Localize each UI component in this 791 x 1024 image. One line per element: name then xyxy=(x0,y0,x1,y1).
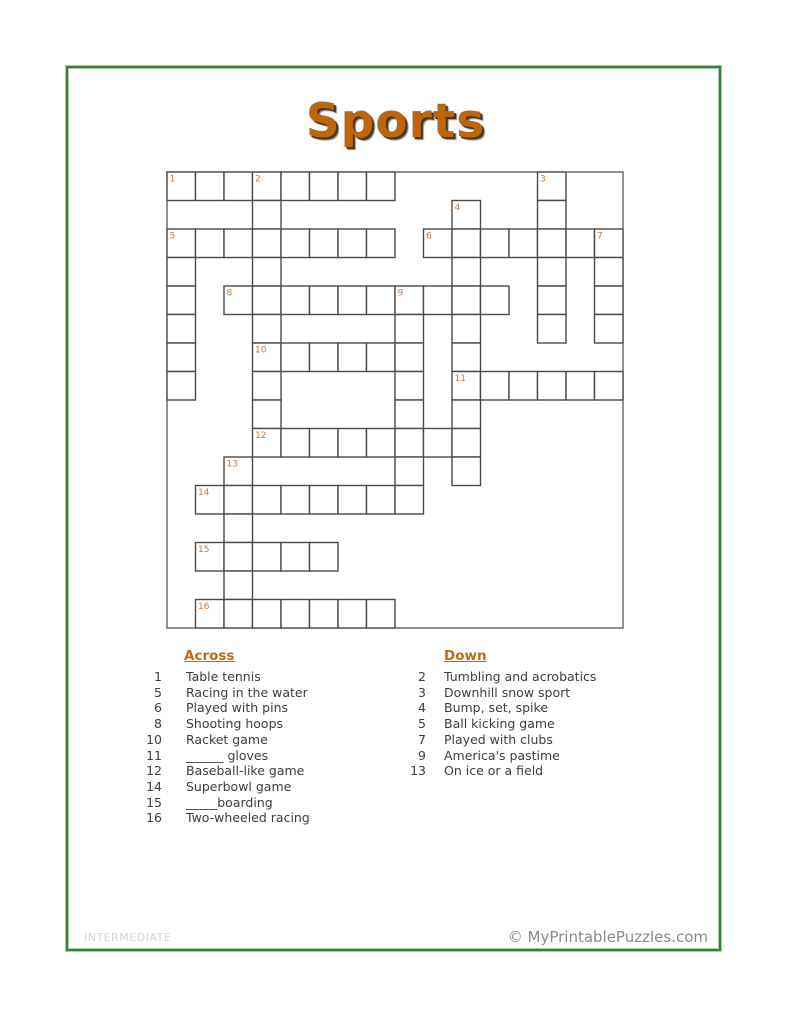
grid-cell[interactable] xyxy=(367,286,396,315)
grid-cell[interactable] xyxy=(338,229,367,258)
grid-cell-number: 7 xyxy=(597,231,603,242)
grid-cell[interactable] xyxy=(481,372,510,401)
grid-cell[interactable] xyxy=(167,372,196,401)
grid-cell[interactable] xyxy=(395,457,424,486)
grid-cell[interactable] xyxy=(253,600,282,629)
grid-cell[interactable] xyxy=(424,286,453,315)
clue-row xyxy=(404,669,596,685)
grid-cell[interactable] xyxy=(310,429,339,458)
grid-cell[interactable] xyxy=(395,343,424,372)
grid-cell[interactable] xyxy=(367,429,396,458)
grid-cell[interactable] xyxy=(481,229,510,258)
grid-cell[interactable] xyxy=(481,286,510,315)
grid-cell[interactable] xyxy=(395,315,424,344)
clue-row xyxy=(140,700,310,716)
difficulty-label: INTERMEDIATE xyxy=(84,931,172,944)
grid-cell[interactable] xyxy=(224,600,253,629)
grid-cell[interactable] xyxy=(281,486,310,515)
clue-text: America's pastime xyxy=(444,747,560,763)
grid-cell[interactable] xyxy=(281,286,310,315)
grid-cell[interactable] xyxy=(395,400,424,429)
grid-cell[interactable] xyxy=(253,400,282,429)
clue-text: Racing in the water xyxy=(186,684,308,700)
clue-number: 4 xyxy=(418,700,426,716)
clue-text: _____boarding xyxy=(186,794,273,810)
clue-number: 2 xyxy=(418,669,426,684)
grid-cell[interactable] xyxy=(281,172,310,201)
grid-cell[interactable] xyxy=(310,343,339,372)
grid-cell[interactable] xyxy=(338,172,367,201)
grid-cell[interactable] xyxy=(253,486,282,515)
across-clues-section xyxy=(140,648,310,826)
clue-number: 14 xyxy=(146,778,162,794)
grid-cell-number: 6 xyxy=(426,231,432,242)
clue-row xyxy=(140,810,310,826)
grid-cell[interactable] xyxy=(595,258,624,287)
clue-text: Baseball-like game xyxy=(186,763,305,779)
grid-cell[interactable] xyxy=(538,286,567,315)
clue-number: 11 xyxy=(146,747,162,763)
clue-number: 3 xyxy=(418,684,426,700)
clue-number: 9 xyxy=(418,747,426,763)
clue-text: ______ gloves xyxy=(186,747,269,763)
grid-cell[interactable] xyxy=(367,229,396,258)
grid-cell[interactable] xyxy=(367,600,396,629)
grid-cell-number: 14 xyxy=(198,488,210,498)
clue-row xyxy=(140,685,310,701)
grid-cell[interactable] xyxy=(424,429,453,458)
clue-row xyxy=(140,748,310,764)
grid-cell[interactable] xyxy=(538,258,567,287)
clue-number: 7 xyxy=(418,731,426,747)
grid-cell[interactable] xyxy=(452,286,481,315)
grid-cell[interactable] xyxy=(224,571,253,600)
clue-text: Bump, set, spike xyxy=(444,700,549,716)
grid-cell[interactable] xyxy=(595,372,624,401)
clue-text: Downhill snow sport xyxy=(444,684,571,700)
across-clue-list xyxy=(140,669,310,826)
grid-cell[interactable] xyxy=(253,201,282,230)
grid-cell[interactable] xyxy=(395,429,424,458)
clue-text: Ball kicking game xyxy=(444,716,555,732)
clue-text: Table tennis xyxy=(186,669,261,684)
grid-cell[interactable] xyxy=(452,343,481,372)
clue-text: Played with clubs xyxy=(444,731,553,747)
grid-cell-number: 15 xyxy=(198,545,210,555)
grid-cell[interactable] xyxy=(224,486,253,515)
grid-cell[interactable] xyxy=(310,286,339,315)
grid-cell[interactable] xyxy=(224,229,253,258)
clue-number: 5 xyxy=(154,684,162,700)
clue-text: Racket game xyxy=(186,731,268,747)
grid-cell-number: 1 xyxy=(169,174,176,185)
grid-cell[interactable] xyxy=(452,315,481,344)
grid-cell[interactable] xyxy=(167,343,196,372)
grid-cell[interactable] xyxy=(281,429,310,458)
grid-cell-number: 9 xyxy=(397,288,404,299)
grid-cell[interactable] xyxy=(281,229,310,258)
clue-text: Shooting hoops xyxy=(186,716,284,732)
grid-cell[interactable] xyxy=(310,600,339,629)
grid-cell[interactable] xyxy=(196,229,225,258)
grid-cell[interactable] xyxy=(338,600,367,629)
clue-row xyxy=(404,748,596,764)
grid-cell[interactable] xyxy=(253,372,282,401)
grid-cell[interactable] xyxy=(224,514,253,543)
down-clue-list xyxy=(404,669,596,779)
clue-number: 16 xyxy=(146,810,162,826)
clue-text: Tumbling and acrobatics xyxy=(444,669,597,684)
clue-number: 1 xyxy=(154,669,162,684)
grid-cell[interactable] xyxy=(595,286,624,315)
clue-number: 8 xyxy=(154,716,162,732)
grid-cell[interactable] xyxy=(538,315,567,344)
grid-cell-number: 11 xyxy=(454,374,466,384)
clue-row xyxy=(404,685,596,701)
clue-row xyxy=(404,716,596,732)
grid-cell[interactable] xyxy=(196,172,225,201)
down-clues-section xyxy=(404,648,596,779)
clue-row xyxy=(140,779,310,795)
clue-row xyxy=(404,732,596,748)
grid-cell[interactable] xyxy=(253,315,282,344)
grid-cell[interactable] xyxy=(338,486,367,515)
grid-cell[interactable] xyxy=(367,343,396,372)
clue-text: Superbowl game xyxy=(186,778,292,794)
grid-cell[interactable] xyxy=(395,486,424,515)
grid-cell-number: 8 xyxy=(226,288,233,299)
grid-cell[interactable] xyxy=(253,229,282,258)
grid-cell-number: 2 xyxy=(255,174,261,185)
grid-cell[interactable] xyxy=(281,600,310,629)
clue-row xyxy=(140,795,310,811)
clue-text: Two-wheeled racing xyxy=(186,810,310,826)
copyright-text: © MyPrintablePuzzles.com xyxy=(507,928,708,946)
grid-cell[interactable] xyxy=(310,543,339,572)
grid-cell[interactable] xyxy=(338,429,367,458)
grid-cell[interactable] xyxy=(367,172,396,201)
clue-number: 13 xyxy=(410,763,426,779)
clue-number: 6 xyxy=(154,700,162,716)
clue-row xyxy=(404,763,596,779)
grid-cell[interactable] xyxy=(395,372,424,401)
grid-cell[interactable] xyxy=(566,372,595,401)
grid-cell[interactable] xyxy=(224,543,253,572)
clue-number: 15 xyxy=(146,794,162,810)
grid-cell[interactable] xyxy=(452,457,481,486)
grid-cell[interactable] xyxy=(566,229,595,258)
grid-cell-number: 10 xyxy=(255,345,267,356)
across-header: Across xyxy=(184,648,235,664)
grid-cell[interactable] xyxy=(452,258,481,287)
clue-text: On ice or a field xyxy=(444,763,544,779)
clue-number: 10 xyxy=(146,731,162,747)
grid-cell[interactable] xyxy=(310,486,339,515)
clue-row xyxy=(140,669,310,685)
grid-cell[interactable] xyxy=(167,315,196,344)
grid-cell-number: 4 xyxy=(454,203,461,213)
grid-cell[interactable] xyxy=(509,229,538,258)
grid-cell[interactable] xyxy=(338,343,367,372)
grid-cell[interactable] xyxy=(253,543,282,572)
grid-cell[interactable] xyxy=(310,229,339,258)
grid-cell-number: 16 xyxy=(198,602,210,612)
grid-cell[interactable] xyxy=(253,258,282,287)
grid-cell[interactable] xyxy=(253,286,282,315)
grid-cell[interactable] xyxy=(281,343,310,372)
grid-cell-number: 13 xyxy=(226,459,238,470)
clue-number: 5 xyxy=(418,716,426,732)
grid-cell-number: 3 xyxy=(540,174,546,185)
grid-cell-number: 12 xyxy=(255,431,267,441)
grid-cell[interactable] xyxy=(281,543,310,572)
grid-cell[interactable] xyxy=(338,286,367,315)
grid-cell[interactable] xyxy=(452,429,481,458)
clue-row xyxy=(140,732,310,748)
clue-row xyxy=(140,763,310,779)
grid-cell[interactable] xyxy=(224,172,253,201)
grid-cell[interactable] xyxy=(538,229,567,258)
grid-cell[interactable] xyxy=(595,315,624,344)
clue-row xyxy=(404,700,596,716)
grid-cell[interactable] xyxy=(452,229,481,258)
grid-cell-number: 5 xyxy=(169,231,176,242)
down-header: Down xyxy=(444,648,487,664)
grid-cell[interactable] xyxy=(452,400,481,429)
grid-cell[interactable] xyxy=(538,372,567,401)
puzzle-title: Sports xyxy=(305,94,486,149)
grid-cell[interactable] xyxy=(167,286,196,315)
grid-cell[interactable] xyxy=(538,201,567,230)
clue-number: 12 xyxy=(146,763,162,779)
clue-row xyxy=(140,716,310,732)
clue-text: Played with pins xyxy=(186,700,289,716)
grid-cell[interactable] xyxy=(509,372,538,401)
grid-cell[interactable] xyxy=(367,486,396,515)
grid-cell[interactable] xyxy=(167,258,196,287)
grid-cell[interactable] xyxy=(310,172,339,201)
